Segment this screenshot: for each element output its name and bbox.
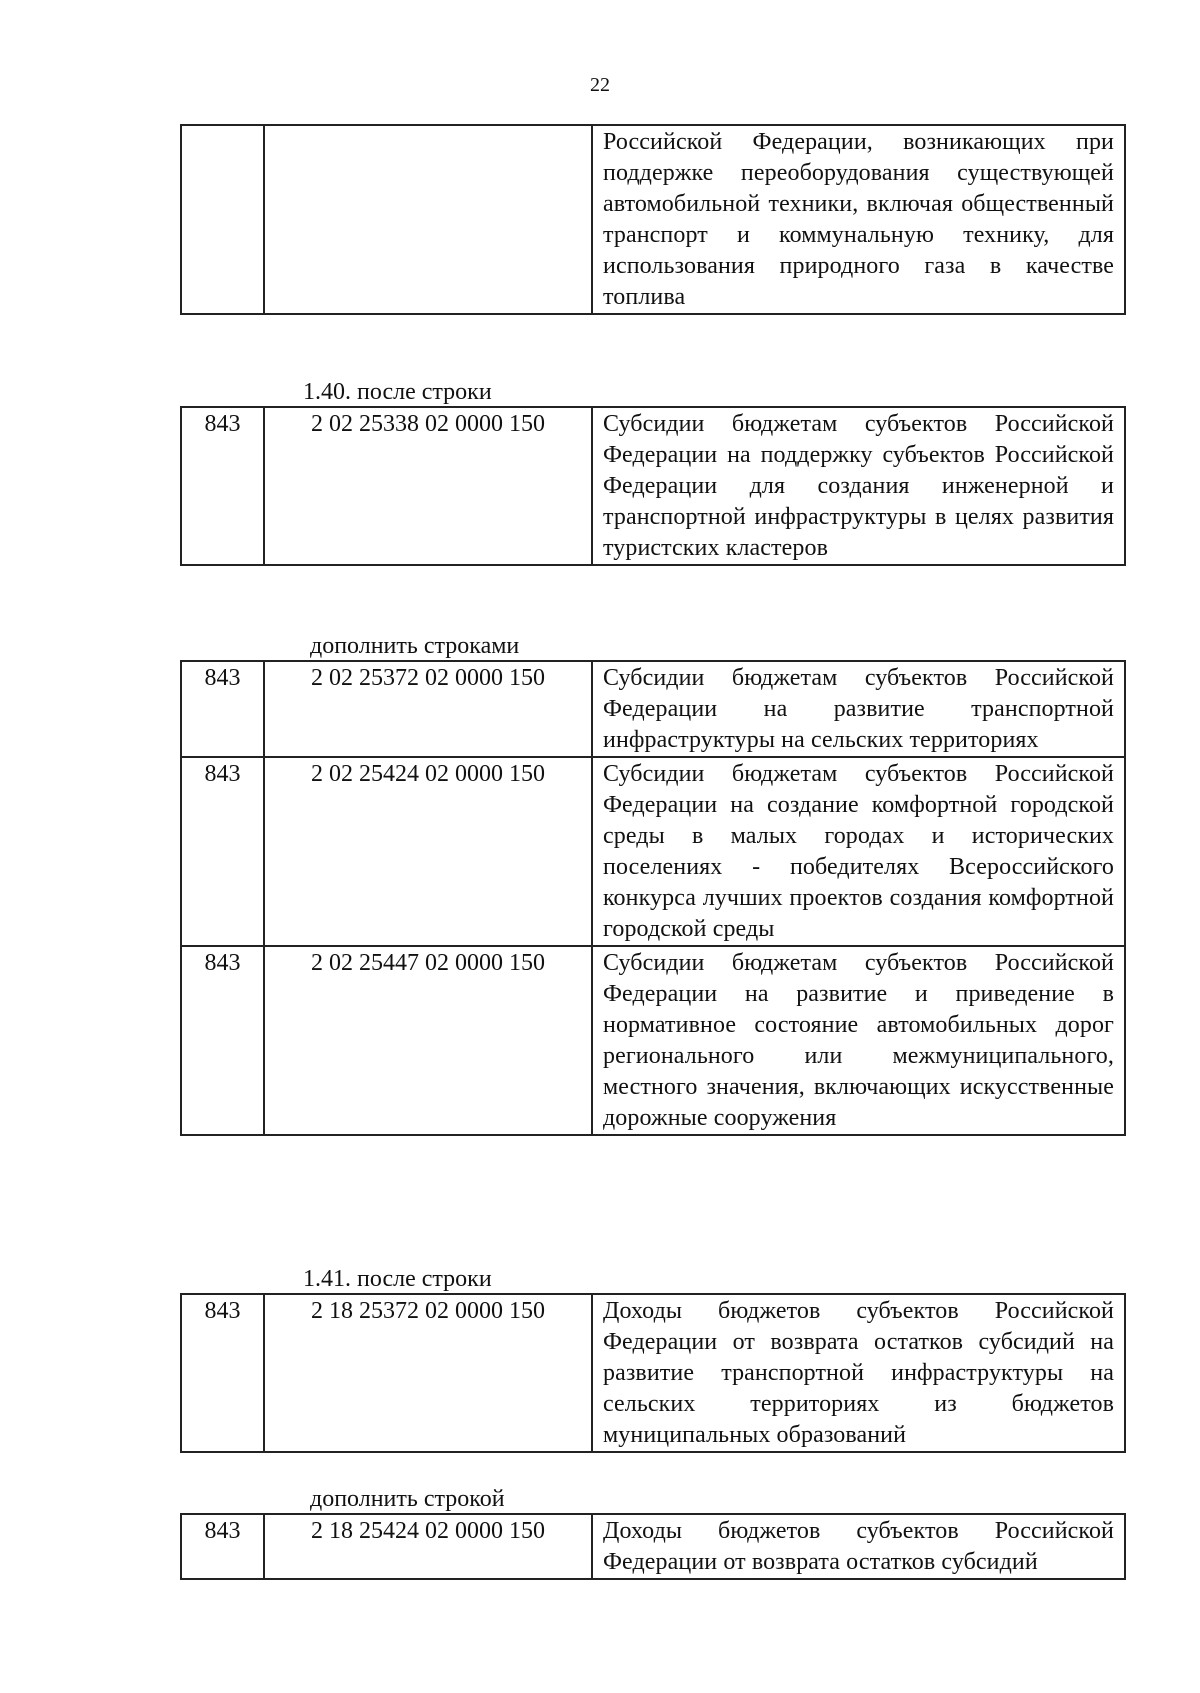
admin-code-cell: 843 xyxy=(181,1294,264,1452)
table-row xyxy=(181,125,1125,314)
kbk-code-cell xyxy=(264,125,592,314)
admin-code-cell: 843 xyxy=(181,946,264,1135)
page-number: 22 xyxy=(590,74,610,96)
continuation-table xyxy=(180,124,1126,315)
description-cell: Субсидии бюджетам субъектов Российской Федерации на развитие транспортной инфраструктуры на сельских территориях xyxy=(592,661,1125,757)
table-row xyxy=(181,661,1125,757)
kbk-code-cell: 2 02 25424 02 0000 150 xyxy=(264,757,592,946)
description-cell: Субсидии бюджетам субъектов Российской Федерации на поддержку субъектов Российской Федерации для создания инженерной и транспортной инфраструктуры в целях развития туристских кластеров xyxy=(592,407,1125,565)
description-cell: Доходы бюджетов субъектов Российской Федерации от возврата остатков субсидий на развитие транспортной инфраструктуры на сельских территориях из бюджетов муниципальных образований xyxy=(592,1294,1125,1452)
kbk-code-cell: 2 02 25372 02 0000 150 xyxy=(264,661,592,757)
table-row xyxy=(181,757,1125,946)
description-cell: Доходы бюджетов субъектов Российской Федерации от возврата остатков субсидий xyxy=(592,1514,1125,1579)
table-row xyxy=(181,946,1125,1135)
section-label-1-41: 1.41. после строки xyxy=(303,1266,492,1292)
description-cell: Субсидии бюджетам субъектов Российской Федерации на создание комфортной городской среды в малых городах и исторических поселениях - победителях Всероссийского конкурса лучших проектов создания комфортной городской среды xyxy=(592,757,1125,946)
admin-code-cell: 843 xyxy=(181,407,264,565)
description-cell: Российской Федерации, возникающих при поддержке переоборудования существующей автомобильной техники, включая общественный транспорт и коммунальную технику, для использования природного газа в качестве топлива xyxy=(592,125,1125,314)
admin-code-cell: 843 xyxy=(181,757,264,946)
admin-code-cell: 843 xyxy=(181,1514,264,1579)
table-row xyxy=(181,1294,1125,1452)
table-1-40 xyxy=(180,406,1126,566)
admin-code-cell: 843 xyxy=(181,661,264,757)
table-supplement-rows xyxy=(180,660,1126,1136)
table-row xyxy=(181,407,1125,565)
kbk-code-cell: 2 18 25424 02 0000 150 xyxy=(264,1514,592,1579)
section-label-1-40: 1.40. после строки xyxy=(303,379,492,405)
kbk-code-cell: 2 18 25372 02 0000 150 xyxy=(264,1294,592,1452)
section-label-supplement-rows: дополнить строками xyxy=(310,633,520,659)
admin-code-cell xyxy=(181,125,264,314)
section-label-supplement-row: дополнить строкой xyxy=(310,1486,505,1512)
table-supplement-row xyxy=(180,1513,1126,1580)
kbk-code-cell: 2 02 25338 02 0000 150 xyxy=(264,407,592,565)
description-cell: Субсидии бюджетам субъектов Российской Федерации на развитие и приведение в нормативное состояние автомобильных дорог регионального или межмуниципального, местного значения, включающих искусственные дорожные сооружения xyxy=(592,946,1125,1135)
kbk-code-cell: 2 02 25447 02 0000 150 xyxy=(264,946,592,1135)
table-1-41 xyxy=(180,1293,1126,1453)
table-row xyxy=(181,1514,1125,1579)
